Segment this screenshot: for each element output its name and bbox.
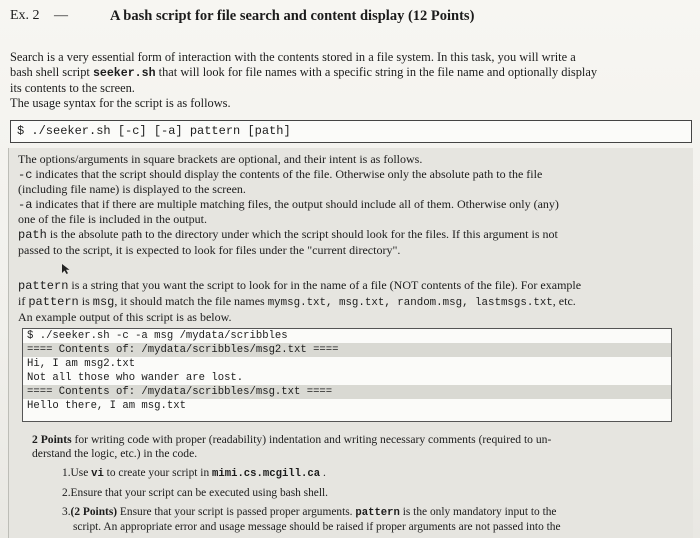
grading-paragraph xyxy=(32,433,682,461)
list-item xyxy=(62,466,682,481)
item-3-text-a: Ensure that your script is passed proper arguments. xyxy=(117,506,356,518)
exercise-label: Ex. 2 xyxy=(10,8,40,23)
output-line-3: Hi, I am msg2.txt xyxy=(27,358,136,370)
option-a-code: -a xyxy=(18,197,33,212)
host-code: mimi.cs.mcgill.ca xyxy=(212,468,321,480)
option-path-line-1 xyxy=(18,227,690,243)
example-filenames-code: mymsg.txt, msg.txt, random.msg, lastmsgs.txt xyxy=(267,296,553,309)
intro-line-2a: bash shell script xyxy=(10,65,93,79)
option-path-code: path xyxy=(18,227,47,242)
options-paragraph xyxy=(18,152,690,257)
item-1-text-c: . xyxy=(320,467,326,479)
pattern-line-3: An example output of this script is as below. xyxy=(18,310,232,325)
pattern-text-2b: is xyxy=(78,293,93,308)
list-item xyxy=(62,486,682,500)
item-2-number: 2. xyxy=(62,487,71,499)
pattern-code-3: pattern xyxy=(355,507,400,519)
vi-code: vi xyxy=(91,468,104,480)
grading-line-2: derstand the logic, etc.) in the code. xyxy=(32,447,198,460)
item-3-line-2: script. An appropriate error and usage message should be raised if proper arguments are not passed into the xyxy=(73,521,561,533)
item-2-text: Ensure that your script can be executed using bash shell. xyxy=(70,487,329,499)
grading-line-1 xyxy=(32,433,682,447)
option-a-line-1 xyxy=(18,197,690,213)
option-c-code: -c xyxy=(18,167,33,182)
exercise-title: A bash script for file search and content display (12 Points) xyxy=(110,8,475,24)
usage-command-box xyxy=(10,120,692,143)
list-item xyxy=(62,505,692,534)
pattern-text-2c: , it should match the file names xyxy=(114,293,268,308)
options-intro: The options/arguments in square brackets are optional, and their intent is as follows. xyxy=(18,152,423,166)
msg-code: msg xyxy=(92,294,115,309)
option-c-text: indicates that the script should display the contents of the file. Otherwise only the absolute path to the file xyxy=(32,166,543,181)
option-path-text: is the absolute path to the directory under which the script should look for the files. If this argument is not xyxy=(46,226,558,241)
pattern-line-1 xyxy=(18,278,690,294)
pattern-text-2d: , etc. xyxy=(552,293,576,308)
pattern-paragraph xyxy=(18,278,690,325)
option-a-text: indicates that if there are multiple matching files, the output should include all of them. Otherwise only (any) xyxy=(32,196,559,211)
pattern-line-2 xyxy=(18,294,690,311)
intro-line-2 xyxy=(10,65,694,81)
item-3-points: (2 Points) xyxy=(70,506,118,518)
item-1-text-b: to create your script in xyxy=(103,467,213,479)
item-3-number: 3. xyxy=(62,506,71,518)
option-c-line-1 xyxy=(18,167,690,183)
exercise-dash: — xyxy=(54,8,68,23)
option-a-line-2: one of the file is included in the output. xyxy=(18,212,207,227)
grading-text-1: for writing code with proper (readability) indentation and writing necessary comments (required to un- xyxy=(71,433,552,446)
script-name-code: seeker.sh xyxy=(92,67,156,80)
mouse-cursor-icon xyxy=(61,263,71,275)
option-c-line-2: (including file name) is displayed to the screen. xyxy=(18,182,246,197)
usage-command: $ ./seeker.sh [-c] [-a] pattern [path] xyxy=(17,124,291,138)
option-path-line-2: passed to the script, it is expected to look for files under the "current directory". xyxy=(18,242,401,257)
item-1-text-a: Use xyxy=(70,467,92,479)
output-line-4: Not all those who wander are lost. xyxy=(27,372,244,384)
pattern-code: pattern xyxy=(18,279,69,293)
output-line-1: $ ./seeker.sh -c -a msg /mydata/scribbles xyxy=(27,330,288,342)
item-3-line-1 xyxy=(62,505,692,520)
example-output-box xyxy=(22,328,672,422)
item-1-number: 1. xyxy=(62,467,71,479)
pattern-code-2: pattern xyxy=(28,294,79,309)
intro-line-2b: that will look for file names with a specific string in the file name and optionally display xyxy=(155,65,598,79)
intro-line-3: its contents to the screen. xyxy=(10,81,135,95)
output-line-5: ==== Contents of: /mydata/scribbles/msg.txt ==== xyxy=(23,385,671,399)
intro-paragraph xyxy=(10,50,694,111)
output-line-6: Hello there, I am msg.txt xyxy=(27,400,186,412)
intro-line-4: The usage syntax for the script is as follows. xyxy=(10,96,231,110)
output-line-2: ==== Contents of: /mydata/scribbles/msg2.txt ==== xyxy=(23,343,671,357)
pattern-text-2a: if xyxy=(18,293,29,308)
pattern-text-1: is a string that you want the script to look for in the name of a file (NOT contents of the file). For example xyxy=(68,278,582,292)
intro-line-1: Search is a very essential form of interaction with the contents stored in a file system. In this task, you will write a xyxy=(10,50,576,64)
item-3-text-b: is the only mandatory input to the xyxy=(399,506,557,518)
grading-points: 2 Points xyxy=(32,433,72,446)
